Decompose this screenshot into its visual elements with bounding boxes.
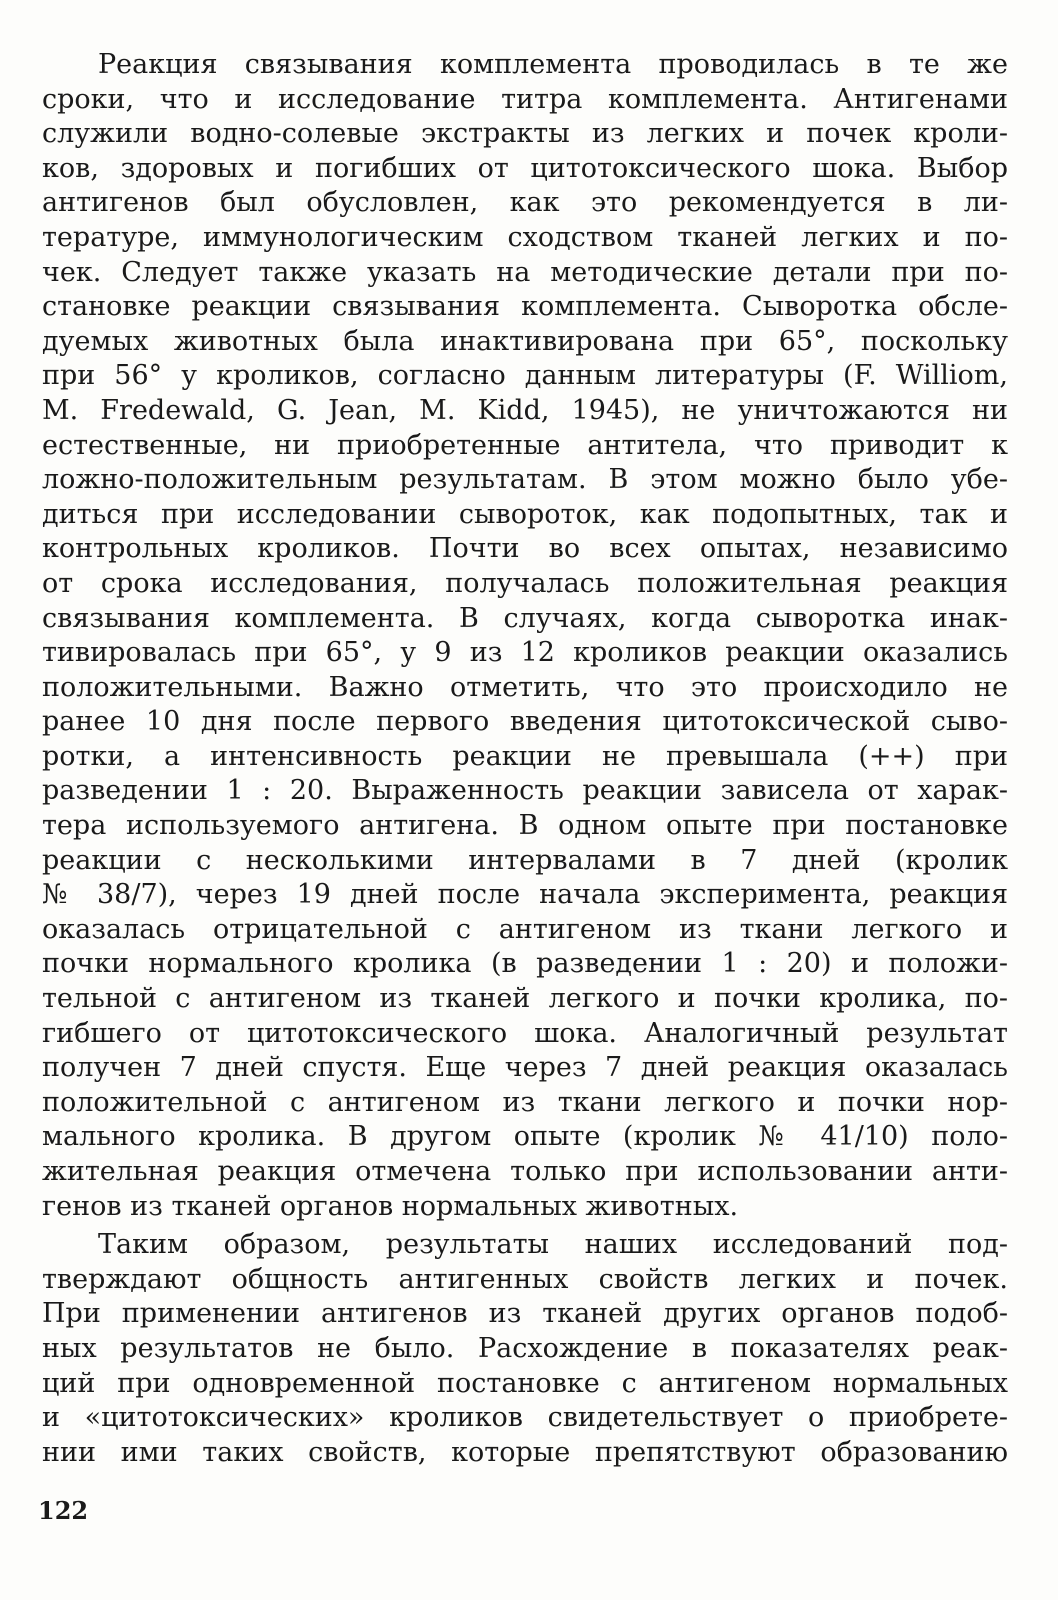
text-line: диться при исследовании сывороток, как подопытных, так и [42,498,1008,530]
text-line: ных результатов не было. Расхождение в показателях реак- [42,1332,1008,1364]
text-line: ранее 10 дня после первого введения цитотоксической сыво- [42,706,1008,738]
text-line: ций при одновременной постановке с антигеном нормальных [42,1367,1008,1399]
text-line: при 56° у кроликов, согласно данным литературы (F. Williom, [42,360,1008,392]
text-line: тературе, иммунологическим сходством тканей легких и по- [42,221,1008,253]
body-text [42,48,1008,1470]
paragraph-1 [42,48,1008,1224]
text-line: При применении антигенов из тканей других органов подоб- [42,1298,1008,1330]
page-number: 122 [38,1496,89,1525]
text-line: контрольных кроликов. Почти во всех опытах, независимо [42,533,1008,565]
text-line: служили водно-солевые экстракты из легких и почек кроли- [42,118,1008,150]
text-line: оказалась отрицательной с антигеном из ткани легкого и [42,913,1008,945]
text-line: мального кролика. В другом опыте (кролик № 41/10) поло- [42,1121,1008,1153]
text-line: ложно-положительным результатам. В этом можно было убе- [42,464,1008,496]
text-line: положительной с антигеном из ткани легкого и почки нор- [42,1086,1008,1118]
text-line: жительная реакция отмечена только при использовании анти- [42,1156,1008,1187]
text-line: связывания комплемента. В случаях, когда сыворотка инак- [42,602,1008,634]
text-line: естественные, ни приобретенные антитела, что приводит к [42,429,1008,461]
text-line: тельной с антигеном из тканей легкого и почки кролика, по- [42,983,1008,1015]
text-line: № 38/7), через 19 дней после начала эксперимента, реакция [42,879,1008,911]
text-line: и «цитотоксических» кроликов свидетельствует о приобрете- [42,1402,1008,1434]
text-line: ротки, а интенсивность реакции не превышала (++) при [42,740,1008,772]
text-line: тивировалась при 65°, у 9 из 12 кроликов реакции оказались [42,637,1008,669]
text-line: дуемых животных была инактивирована при 65°, поскольку [42,325,1008,357]
text-line: Таким образом, результаты наших исследований под- [98,1229,1008,1261]
text-line: положительными. Важно отметить, что это происходило не [42,671,1008,703]
text-line: от срока исследования, получалась положительная реакция [42,567,1008,599]
text-line: Реакция связывания комплемента проводилась в те же [98,49,1008,80]
text-line: генов из тканей органов нормальных животных. [42,1190,739,1222]
text-line: тверждают общность антигенных свойств легких и почек. [42,1263,1008,1295]
text-line: нии ими таких свойств, которые препятствуют образованию [42,1436,1008,1468]
text-line: гибшего от цитотоксического шока. Аналогичный результат [42,1017,1008,1049]
text-line: антигенов был обусловлен, как это рекомендуется в ли- [42,187,1008,219]
text-line: чек. Следует также указать на методические детали при по- [42,256,1008,288]
paragraph-2 [42,1228,1008,1470]
text-line: сроки, что и исследование титра комплемента. Антигенами [42,83,1008,115]
text-line: M. Fredewald, G. Jean, M. Kidd, 1945), не уничтожаются ни [42,394,1008,426]
text-line: почки нормального кролика (в разведении 1 : 20) и положи- [42,948,1008,980]
text-line: ков, здоровых и погибших от цитотоксического шока. Выбор [42,152,1008,184]
text-line: тера используемого антигена. В одном опыте при постановке [42,810,1008,842]
text-line: получен 7 дней спустя. Еще через 7 дней реакция оказалась [42,1052,1008,1084]
text-line: разведении 1 : 20. Выраженность реакции зависела от харак- [42,775,1008,807]
text-line: реакции с несколькими интервалами в 7 дней (кролик [42,844,1008,876]
text-line: становке реакции связывания комплемента. Сыворотка обсле- [42,291,1008,323]
